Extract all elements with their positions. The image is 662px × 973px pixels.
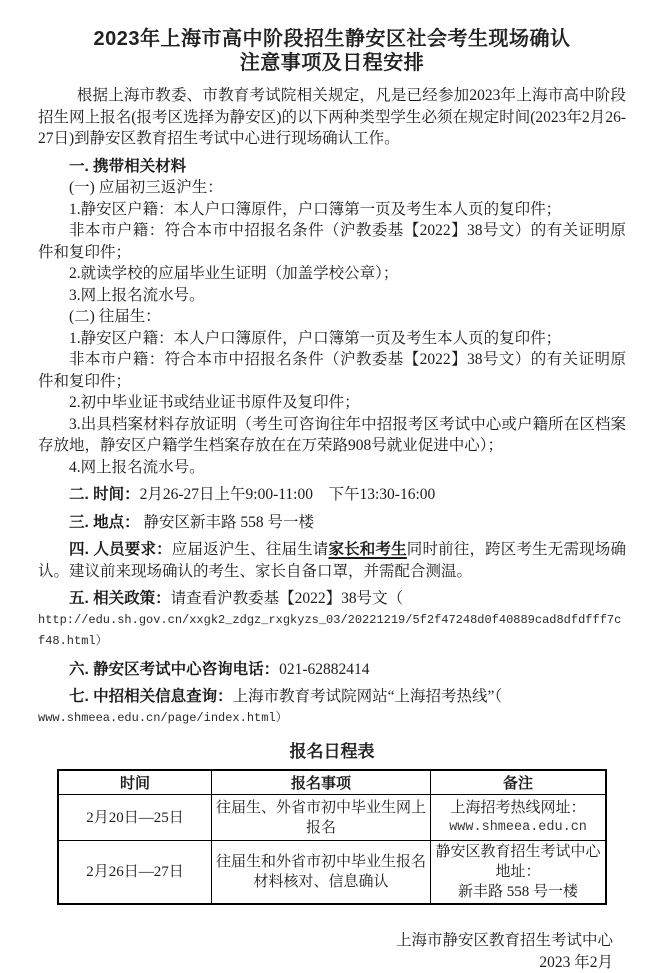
list-item: (一) 应届初三返沪生： <box>38 177 626 199</box>
section-4-text-post: 同时前往，跨区考生无需现场确认。建议前来现场确认的考生、家长自备口罩，并需配合测温。 <box>38 541 626 580</box>
shmeea-url: www.shmeea.edu.cn/page/index.html） <box>38 708 626 730</box>
list-item: 4.网上报名流水号。 <box>38 457 626 479</box>
cell-note <box>431 795 606 841</box>
list-item: 3.出具档案材料存放证明（考生可咨询往年中招报考区考试中心或户籍所在区档案存放地，静安区户籍学生档案存放在在万荣路908号就业促进中心）； <box>38 414 626 457</box>
section-1-heading <box>38 156 626 178</box>
table-row <box>58 795 606 841</box>
page-title-line2: 注意事项及日程安排 <box>38 51 626 75</box>
cell-item: 往届生和外省市初中毕业生报名材料核对、信息确认 <box>211 841 430 905</box>
section-4-emphasis: 家长和考生 <box>328 541 406 558</box>
policy-url: http://edu.sh.gov.cn/xxgk2_zdgz_rxgkyzs_03/20221219/5f2f47248d0f40889cad8dfdfff7cf48.html） <box>38 610 626 653</box>
note-line1: 上海招考热线网址： <box>433 798 603 818</box>
page-title-line1: 2023年上海市高中阶段招生静安区社会考生现场确认 <box>38 27 626 51</box>
section-5-label: 五. 相关政策： <box>69 590 171 607</box>
note-line1: 静安区教育招生考试中心地址： <box>433 842 603 882</box>
section-6-phone <box>38 659 626 681</box>
signature-block <box>38 930 626 973</box>
section-2-label: 二. 时间： <box>69 486 140 503</box>
page-title <box>38 27 626 75</box>
section-2-text: 2月26-27日上午9:00-11:00 下午13:30-16:00 <box>140 486 436 503</box>
note-line2: 新丰路 558 号一楼 <box>433 882 603 902</box>
section-7-label: 七. 中招相关信息查询： <box>69 688 233 705</box>
list-item: (二) 往届生： <box>38 306 626 328</box>
schedule-table <box>57 769 607 905</box>
section-6-phone-number: 021-62882414 <box>279 661 369 678</box>
cell-time: 2月20日—25日 <box>58 795 211 841</box>
list-item: 非本市户籍：符合本市中招报名条件（沪教委基【2022】38号文）的有关证明原件和复印件； <box>38 349 626 392</box>
signature-org: 上海市静安区教育招生考试中心 <box>38 930 613 952</box>
col-header-item: 报名事项 <box>211 770 430 795</box>
list-item: 1.静安区户籍：本人户口簿原件，户口簿第一页及考生本人页的复印件； <box>38 199 626 221</box>
section-4-requirements <box>38 539 626 582</box>
section-5-policy <box>38 588 626 610</box>
section-3-label: 三. 地点： <box>69 514 140 531</box>
section-4-label: 四. 人员要求： <box>69 541 172 558</box>
col-header-note: 备注 <box>431 770 606 795</box>
section-3-text: 静安区新丰路 558 号一楼 <box>140 514 314 531</box>
section-3-location <box>38 512 626 534</box>
section-7-text: 上海市教育考试院网站“上海招考热线”（ <box>233 688 503 705</box>
table-header-row <box>58 770 606 795</box>
list-item: 3.网上报名流水号。 <box>38 285 626 307</box>
section-7-info <box>38 686 626 708</box>
cell-time: 2月26日—27日 <box>58 841 211 905</box>
col-header-time: 时间 <box>58 770 211 795</box>
cell-note <box>431 841 606 905</box>
note-line2-url: www.shmeea.edu.cn <box>433 818 603 838</box>
list-item: 1.静安区户籍：本人户口簿原件，户口簿第一页及考生本人页的复印件； <box>38 328 626 350</box>
section-5-text: 请查看沪教委基【2022】38号文（ <box>171 590 404 607</box>
table-row <box>58 841 606 905</box>
list-item: 非本市户籍：符合本市中招报名条件（沪教委基【2022】38号文）的有关证明原件和复印件； <box>38 220 626 263</box>
cell-item: 往届生、外省市初中毕业生网上报名 <box>211 795 430 841</box>
section-2-time <box>38 484 626 506</box>
intro-paragraph: 根据上海市教委、市教育考试院相关规定，凡是已经参加2023年上海市高中阶段招生网上报名(报考区选择为静安区)的以下两种类型学生必须在规定时间(2023年2月26-27日)到静安区教育招生考试中心进行现场确认工作。 <box>38 85 626 150</box>
list-item: 2.初中毕业证书或结业证书原件及复印件； <box>38 392 626 414</box>
section-1-heading-label: 一. 携带相关材料 <box>69 158 186 175</box>
schedule-table-title: 报名日程表 <box>38 741 626 763</box>
signature-date: 2023 年2月 <box>38 952 613 973</box>
list-item: 2.就读学校的应届毕业生证明（加盖学校公章）； <box>38 263 626 285</box>
section-4-text-pre: 应届返沪生、往届生请 <box>172 541 329 558</box>
section-6-label: 六. 静安区考试中心咨询电话： <box>69 661 279 678</box>
